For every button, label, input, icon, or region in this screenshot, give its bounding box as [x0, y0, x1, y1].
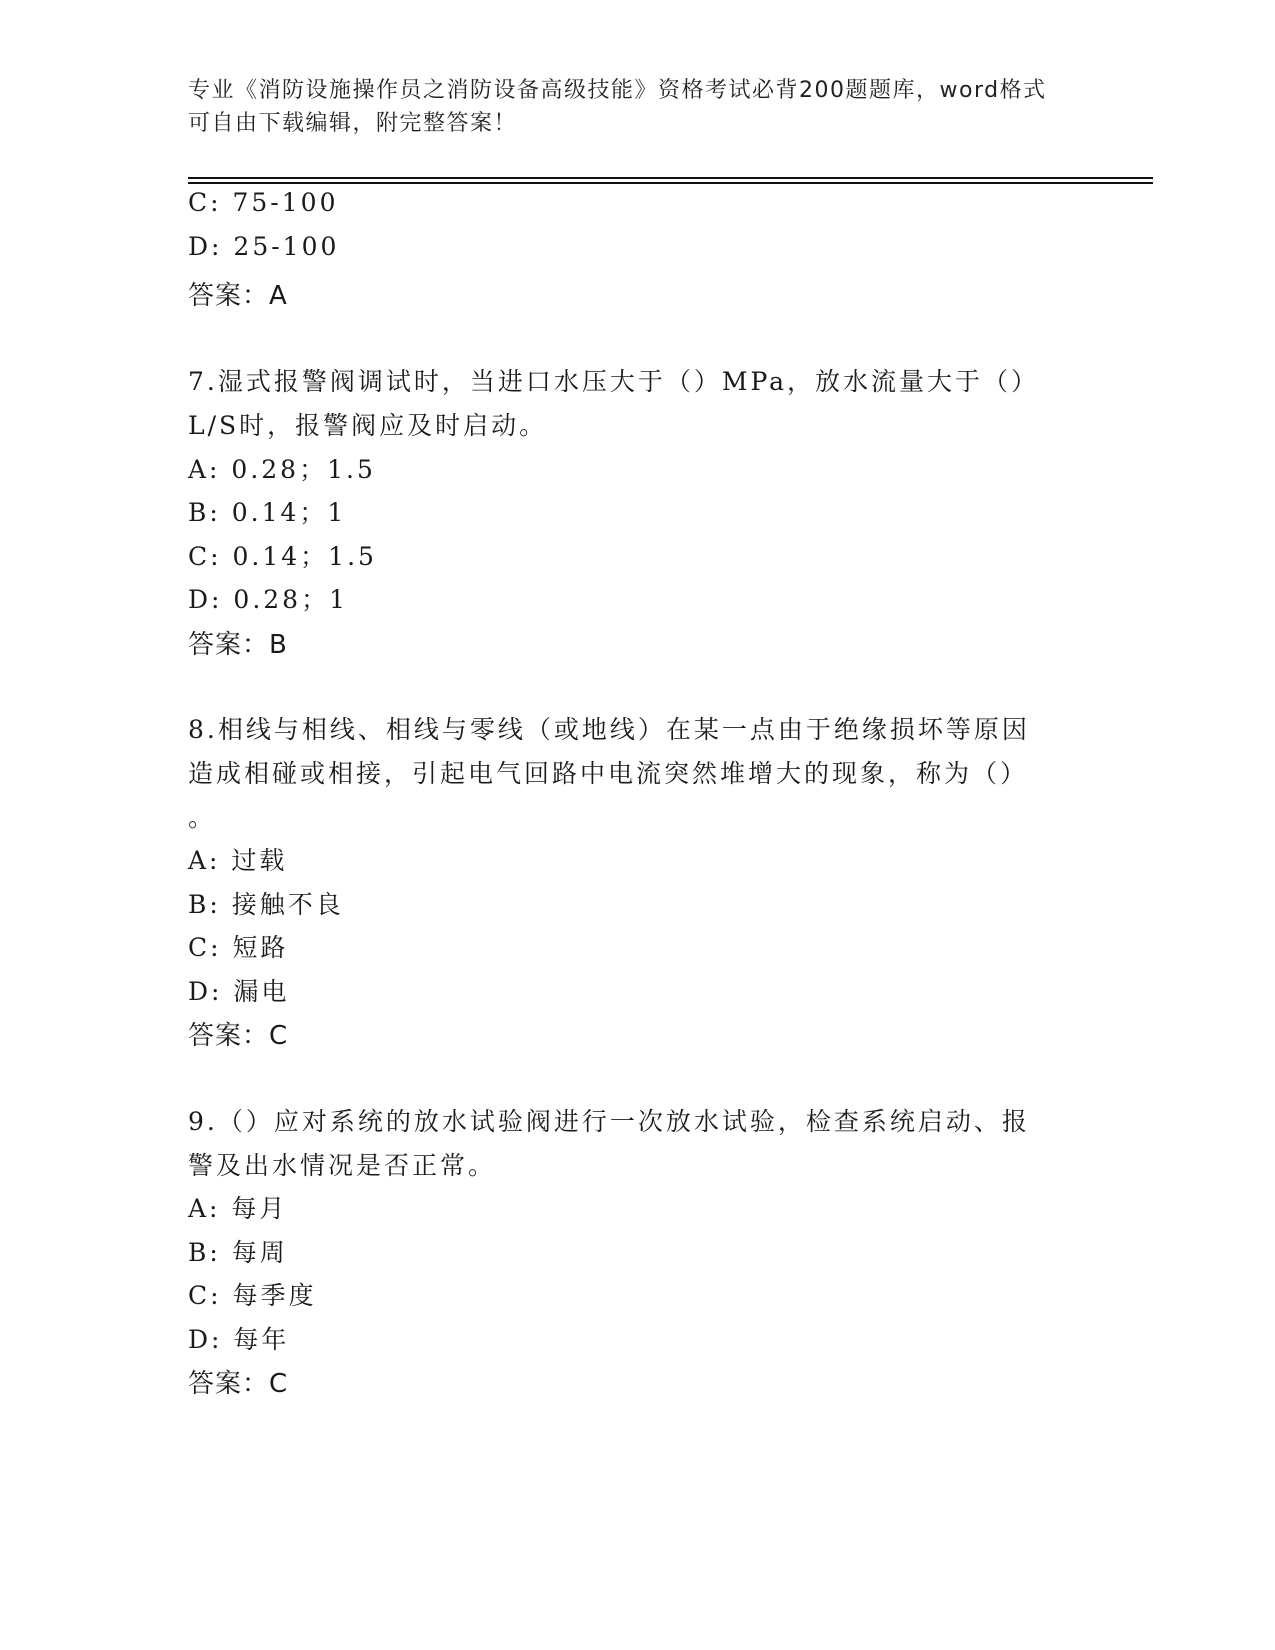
option-line: A: 每月 — [188, 1194, 288, 1223]
option-line: D: 25-100 — [188, 232, 340, 261]
answer-line: 答案：A — [188, 281, 288, 311]
option-line: B: 0.14；1 — [188, 498, 347, 527]
header-divider-top — [188, 177, 1153, 179]
answer-line: 答案：C — [188, 1369, 289, 1399]
answer-line: 答案：B — [188, 630, 288, 660]
question-line: 7.湿式报警阀调试时，当进口水压大于（）MPa，放水流量大于（） — [188, 367, 1040, 396]
question-line: 警及出水情况是否正常。 — [188, 1151, 497, 1180]
option-line: C: 每季度 — [188, 1281, 317, 1310]
option-line: D: 漏电 — [188, 977, 290, 1006]
document-header: 专业《消防设施操作员之消防设备高级技能》资格考试必背200题题库，word格式可自由下载编辑，附完整答案！ — [188, 78, 1047, 136]
option-line: C: 75-100 — [188, 188, 339, 217]
question-line: 8.相线与相线、相线与零线（或地线）在某一点由于绝缘损坏等原因 — [188, 715, 1030, 744]
option-line: B: 接触不良 — [188, 890, 344, 919]
option-line: A: 0.28；1.5 — [188, 455, 376, 484]
option-line: C: 0.14；1.5 — [188, 542, 377, 571]
question-line: 。 — [188, 803, 217, 832]
question-line: 9.（）应对系统的放水试验阀进行一次放水试验，检查系统启动、报 — [188, 1107, 1030, 1136]
option-line: C: 短路 — [188, 933, 289, 962]
question-line: 造成相碰或相接，引起电气回路中电流突然堆增大的现象，称为（） — [188, 759, 1029, 788]
option-line: D: 每年 — [188, 1325, 290, 1354]
answer-line: 答案：C — [188, 1021, 289, 1051]
option-line: B: 每周 — [188, 1238, 288, 1267]
question-line: L/S时，报警阀应及时启动。 — [188, 411, 548, 440]
header-divider-bottom — [188, 182, 1153, 184]
option-line: D: 0.28；1 — [188, 585, 348, 614]
option-line: A: 过载 — [188, 846, 288, 875]
